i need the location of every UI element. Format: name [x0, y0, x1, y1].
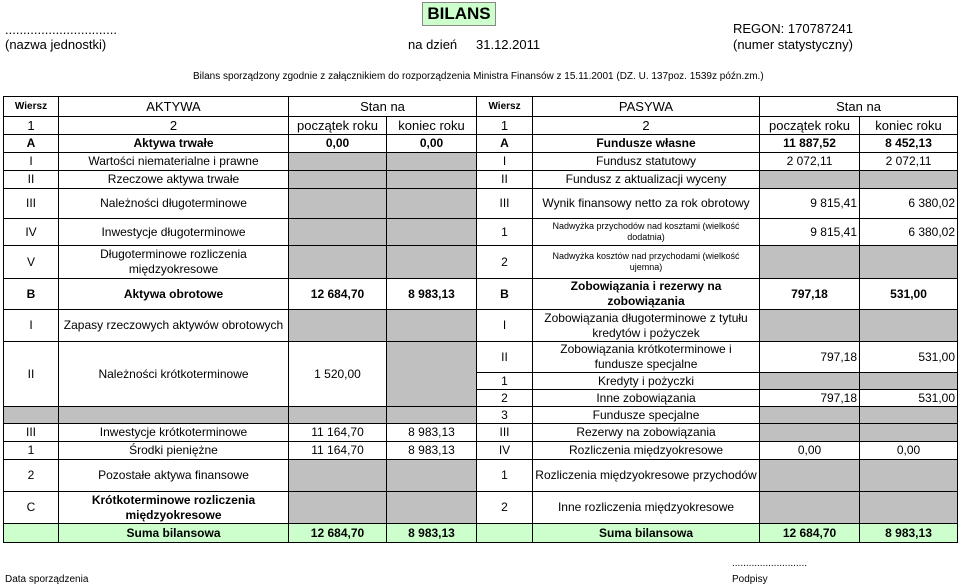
value-end: 6 380,02 [860, 189, 958, 219]
row-code: 2 [4, 460, 59, 492]
num-cell: 2 [533, 117, 760, 135]
num-cell: początek roku [760, 117, 860, 135]
col-aktywa: AKTYWA [59, 97, 289, 117]
empty-cell [387, 153, 477, 171]
empty-cell [387, 492, 477, 524]
empty-cell [289, 189, 387, 219]
table-row [4, 189, 958, 219]
empty-cell [760, 492, 860, 524]
value-end: 8 452,13 [860, 135, 958, 153]
row-label: Zobowiązania krótkoterminowe i fundusze specjalne [533, 342, 760, 373]
row-code: C [4, 492, 59, 524]
empty-cell [289, 246, 387, 279]
value-start: 9 815,41 [760, 189, 860, 219]
entity-dots: ............................... [5, 22, 117, 37]
document-title: BILANS [422, 2, 496, 26]
row-label: Rozliczenia międzyokresowe przychodów [533, 460, 760, 492]
empty-cell [860, 460, 958, 492]
empty-cell [387, 189, 477, 219]
row-label: Krótkoterminowe rozliczenia międzyokresowe [59, 492, 289, 524]
value-start: 11 164,70 [289, 442, 387, 460]
table-row [4, 135, 958, 153]
row-label: Rozliczenia międzyokresowe [533, 442, 760, 460]
value-end: 2 072,11 [860, 153, 958, 171]
value-end: 531,00 [860, 279, 958, 310]
date-of-preparation-label: Data sporządzenia [5, 574, 89, 585]
empty-cell [4, 407, 59, 424]
signature-label: Podpisy [732, 574, 768, 585]
value-start: 797,18 [760, 279, 860, 310]
row-label: Długoterminowe rozliczenia międzyokresowe [59, 246, 289, 279]
empty-cell [289, 460, 387, 492]
num-cell: początek roku [289, 117, 387, 135]
empty-cell [860, 407, 958, 424]
empty-cell [760, 460, 860, 492]
row-label: Fundusze własne [533, 135, 760, 153]
row-code: IV [477, 442, 533, 460]
row-label: Inne zobowiązania [533, 390, 760, 407]
total-end: 8 983,13 [387, 524, 477, 543]
row-code: I [477, 153, 533, 171]
col-pasywa: PASYWA [533, 97, 760, 117]
row-label: Zapasy rzeczowych aktywów obrotowych [59, 310, 289, 342]
empty-cell [760, 424, 860, 442]
num-cell: koniec roku [860, 117, 958, 135]
col-wiersz-p: Wiersz [477, 97, 533, 117]
table-row [4, 407, 958, 424]
row-code: III [477, 189, 533, 219]
row-code: 2 [477, 246, 533, 279]
value-end: 0,00 [860, 442, 958, 460]
value-end: 531,00 [860, 390, 958, 407]
empty-cell [289, 492, 387, 524]
value-start: 11 164,70 [289, 424, 387, 442]
table-row [4, 246, 958, 279]
empty-cell [760, 171, 860, 189]
date-value: 31.12.2011 [476, 37, 541, 52]
col-wiersz: Wiersz [4, 97, 59, 117]
row-code: 3 [477, 407, 533, 424]
empty-cell [289, 310, 387, 342]
row-label: Pozostałe aktywa finansowe [59, 460, 289, 492]
row-label: Fundusz statutowy [533, 153, 760, 171]
row-code: III [4, 424, 59, 442]
empty-cell [760, 310, 860, 342]
row-code: B [477, 279, 533, 310]
row-label: Inwestycje krótkoterminowe [59, 424, 289, 442]
row-label: Aktywa obrotowe [59, 279, 289, 310]
value-end: 8 983,13 [387, 424, 477, 442]
row-label: Fundusz z aktualizacji wyceny [533, 171, 760, 189]
table-row [4, 279, 958, 310]
row-code: IV [4, 219, 59, 246]
row-label: Należności krótkoterminowe [59, 342, 289, 407]
empty-cell [59, 407, 289, 424]
row-label: Rzeczowe aktywa trwałe [59, 171, 289, 189]
total-label: Suma bilansowa [59, 524, 289, 543]
row-label: Zobowiązania długoterminowe z tytułu kredytów i pożyczek [533, 310, 760, 342]
table-row [4, 153, 958, 171]
value-end: 0,00 [387, 135, 477, 153]
value-start: 797,18 [760, 342, 860, 373]
row-label: Wynik finansowy netto za rok obrotowy [533, 189, 760, 219]
total-row [4, 524, 958, 543]
total-end: 8 983,13 [860, 524, 958, 543]
value-start: 12 684,70 [289, 279, 387, 310]
empty-cell [387, 310, 477, 342]
table-row [4, 442, 958, 460]
legal-note: Bilans sporządzony zgodnie z załącznikiem do rozporządzenia Ministra Finansów z 15.11.2001 (DZ. U. 137poz. 1539z późn.zm.) [193, 71, 764, 82]
balance-sheet-table [3, 96, 958, 543]
row-code: II [477, 171, 533, 189]
empty-cell [289, 219, 387, 246]
empty-cell [477, 524, 533, 543]
row-label: Inwestycje długoterminowe [59, 219, 289, 246]
empty-cell [387, 460, 477, 492]
empty-cell [387, 342, 477, 407]
row-code: 1 [477, 373, 533, 390]
row-label: Zobowiązania i rezerwy na zobowiązania [533, 279, 760, 310]
num-cell: 1 [477, 117, 533, 135]
empty-cell [760, 373, 860, 390]
num-cell: 2 [59, 117, 289, 135]
value-start: 797,18 [760, 390, 860, 407]
empty-cell [860, 246, 958, 279]
table-row [4, 460, 958, 492]
row-code: I [4, 153, 59, 171]
row-code: A [477, 135, 533, 153]
row-label: Kredyty i pożyczki [533, 373, 760, 390]
empty-cell [860, 373, 958, 390]
num-cell: 1 [4, 117, 59, 135]
empty-cell [860, 492, 958, 524]
table-row [4, 424, 958, 442]
row-code: A [4, 135, 59, 153]
value-start: 2 072,11 [760, 153, 860, 171]
empty-cell [860, 424, 958, 442]
stat-label: (numer statystyczny) [733, 37, 853, 52]
empty-cell [4, 524, 59, 543]
row-label: Nadwyżka przychodów nad kosztami (wielkość dodatnia) [533, 219, 760, 246]
date-label: na dzień [408, 37, 458, 52]
row-code: II [4, 171, 59, 189]
row-code: 2 [477, 492, 533, 524]
row-code: V [4, 246, 59, 279]
row-code: 1 [4, 442, 59, 460]
empty-cell [760, 246, 860, 279]
row-label: Należności długoterminowe [59, 189, 289, 219]
value-end: 6 380,02 [860, 219, 958, 246]
value-start: 0,00 [760, 442, 860, 460]
value-end: 8 983,13 [387, 279, 477, 310]
row-code: 2 [477, 390, 533, 407]
signature-dots: ........................... [732, 558, 808, 569]
table-row [4, 492, 958, 524]
total-start: 12 684,70 [289, 524, 387, 543]
row-code: 1 [477, 460, 533, 492]
row-label: Aktywa trwałe [59, 135, 289, 153]
col-stan-na-a: Stan na [289, 97, 477, 117]
header-row [4, 97, 958, 117]
row-code: B [4, 279, 59, 310]
table-row [4, 171, 958, 189]
row-code: 1 [477, 219, 533, 246]
row-code: III [4, 189, 59, 219]
col-stan-na-p: Stan na [760, 97, 958, 117]
empty-cell [387, 407, 477, 424]
empty-cell [387, 171, 477, 189]
row-code: II [477, 342, 533, 373]
row-label: Środki pieniężne [59, 442, 289, 460]
row-label: Inne rozliczenia międzyokresowe [533, 492, 760, 524]
value-start: 0,00 [289, 135, 387, 153]
row-label: Rezerwy na zobowiązania [533, 424, 760, 442]
empty-cell [289, 153, 387, 171]
row-code: III [477, 424, 533, 442]
empty-cell [860, 171, 958, 189]
row-label: Nadwyżka kosztów nad przychodami (wielkość ujemna) [533, 246, 760, 279]
regon: REGON: 170787241 [733, 21, 853, 36]
table-row [4, 219, 958, 246]
empty-cell [387, 219, 477, 246]
row-label: Wartości niematerialne i prawne [59, 153, 289, 171]
table-row [4, 342, 958, 373]
row-code: I [477, 310, 533, 342]
empty-cell [289, 171, 387, 189]
total-label: Suma bilansowa [533, 524, 760, 543]
empty-cell [860, 310, 958, 342]
value-start: 11 887,52 [760, 135, 860, 153]
value-end: 531,00 [860, 342, 958, 373]
value-end: 8 983,13 [387, 442, 477, 460]
table-row [4, 310, 958, 342]
total-start: 12 684,70 [760, 524, 860, 543]
row-code: II [4, 342, 59, 407]
num-cell: koniec roku [387, 117, 477, 135]
empty-cell [760, 407, 860, 424]
value-start: 1 520,00 [289, 342, 387, 407]
empty-cell [289, 407, 387, 424]
row-label: Fundusze specjalne [533, 407, 760, 424]
row-code: I [4, 310, 59, 342]
numbering-row [4, 117, 958, 135]
entity-label: (nazwa jednostki) [5, 37, 107, 52]
empty-cell [387, 246, 477, 279]
value-start: 9 815,41 [760, 219, 860, 246]
